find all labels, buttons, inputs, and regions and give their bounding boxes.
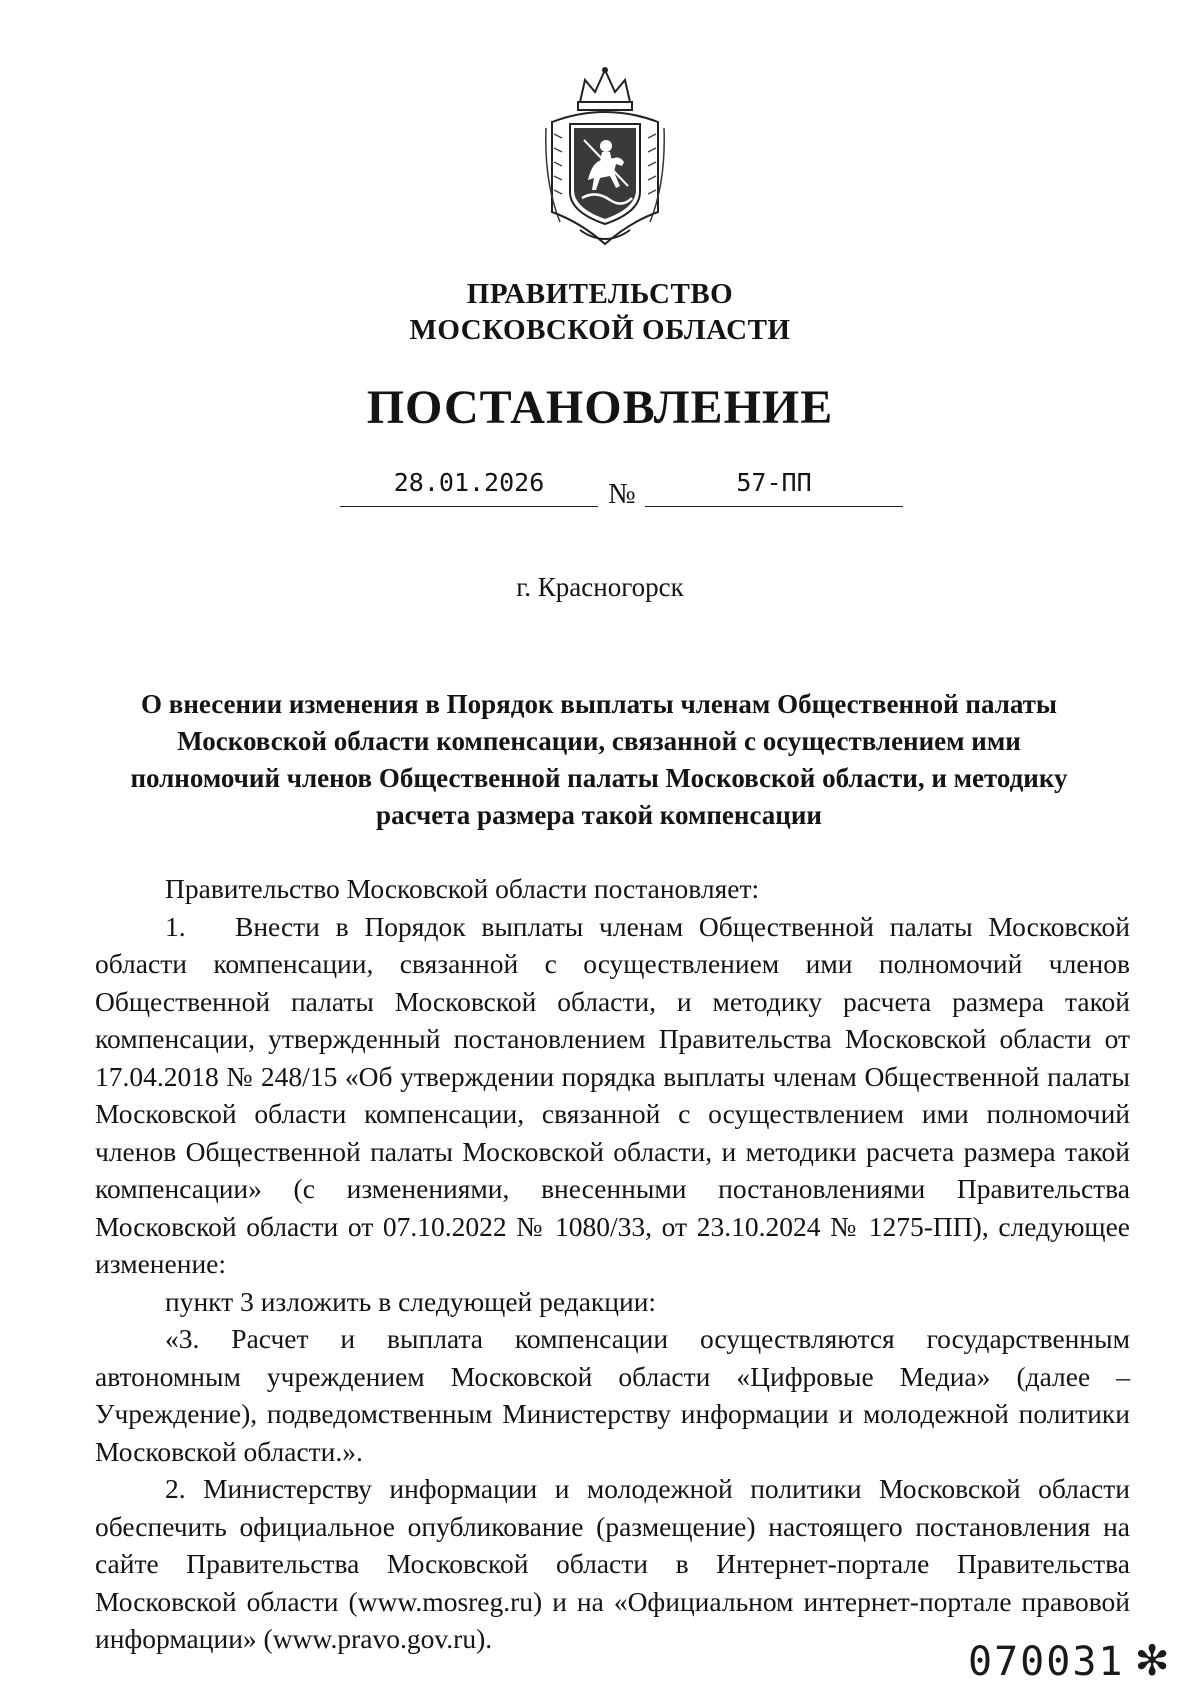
- organization-line-2: МОСКОВСКОЙ ОБЛАСТИ: [409, 314, 791, 346]
- item-1-subparagraph: пункт 3 изложить в следующей редакции:: [165, 1285, 657, 1317]
- serial-digits: 070031: [968, 1639, 1125, 1685]
- document-body: [95, 870, 1130, 1658]
- coat-of-arms-emblem: [540, 62, 670, 252]
- number-sign: №: [608, 478, 636, 510]
- item-1-text: Внести в Порядок выплаты членам Общественной палаты Московской области компенсации, связанной с осуществлением ими полномочий членов Общественной палаты Московской области, и методику расчета размера такой компенсации, утвержденный постановлением Правительства Московской области от 17.04.2018 № 248/15 «Об утверждении порядка выплаты членам Общественной палаты Московской области компенсации, связанной с осуществлением ими полномочий членов Общественной палаты Московской области, и методики расчета размера такой компенсации» (с изменениями, внесенными постановлениями Правительства Московской области от 07.10.2022 № 1080/33, от 23.10.2024 № 1275-ПП), следующее изменение:: [95, 910, 1130, 1279]
- number-underline: [645, 506, 903, 507]
- item-1-quote-paragraph: «3. Расчет и выплата компенсации осуществляются государственным автономным учреждением Московской области «Цифровые Медиа» (далее – Учреждение), подведомственным Министерству информации и молодежной политики Московской области.».: [95, 1323, 1130, 1467]
- item-1-number: 1.: [165, 910, 186, 942]
- preamble-paragraph: Правительство Московской области постановляет:: [165, 873, 760, 904]
- asterisk-mark-icon: ✻: [1134, 1636, 1172, 1685]
- item-1-paragraph: [95, 908, 1130, 1283]
- document-type-heading: ПОСТАНОВЛЕНИЕ: [366, 381, 834, 434]
- item-2-paragraph: 2. Министерству информации и молодежной политики Московской области обеспечить официальное опубликование (размещение) настоящего постановления на сайте Правительства Московской области в Интернет-портале Правительства Московской области (www.mosreg.ru) и на «Официальном интернет-портале правовой информации» (www.pravo.gov.ru).: [95, 1473, 1130, 1654]
- organization-line-1: ПРАВИТЕЛЬСТВО: [466, 278, 734, 310]
- city-line: г. Красногорск: [516, 572, 684, 602]
- date-underline: [340, 506, 598, 507]
- document-date: 28.01.2026: [393, 468, 545, 497]
- document-number: 57-ПП: [736, 468, 812, 497]
- serial-number: [968, 1636, 1172, 1685]
- document-title: О внесении изменения в Порядок выплаты членам Общественной палаты Московской области компенсации, связанной с осуществлением ими полномочий членов Общественной палаты Московской области, и методику расчета размера такой компенсации: [130, 689, 1068, 830]
